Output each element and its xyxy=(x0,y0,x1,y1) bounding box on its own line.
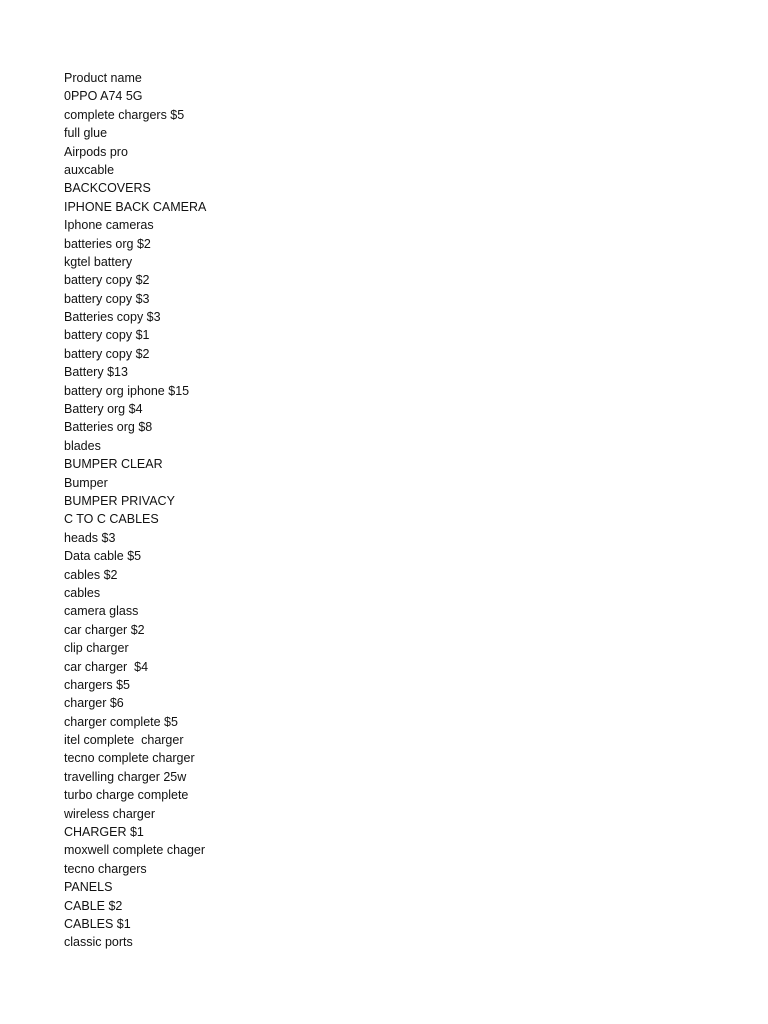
product-item: CABLE $2 xyxy=(64,898,123,913)
product-item: chargers $5 xyxy=(64,677,131,692)
product-item: BUMPER CLEAR xyxy=(64,457,163,472)
product-item: IPHONE BACK CAMERA xyxy=(64,199,207,214)
product-item: turbo charge complete xyxy=(64,788,189,803)
product-item: car charger $4 xyxy=(64,659,149,674)
product-item: moxwell complete chager xyxy=(64,843,206,858)
product-item: battery copy $2 xyxy=(64,346,150,361)
product-item: camera glass xyxy=(64,604,139,619)
product-item: Iphone cameras xyxy=(64,218,154,233)
product-item: car charger $2 xyxy=(64,622,145,637)
product-item: cables $2 xyxy=(64,567,118,582)
product-item: battery copy $3 xyxy=(64,291,150,306)
product-item: tecno complete charger xyxy=(64,751,195,766)
product-item: auxcable xyxy=(64,162,115,177)
product-item: travelling charger 25w xyxy=(64,769,187,784)
product-item: 0PPO A74 5G xyxy=(64,89,143,104)
product-item: Bumper xyxy=(64,475,108,490)
product-item: itel complete charger xyxy=(64,733,184,748)
product-item: Airpods pro xyxy=(64,144,128,159)
product-list-header: Product name xyxy=(64,71,142,85)
product-item: CHARGER $1 xyxy=(64,825,144,840)
product-item: Batteries org $8 xyxy=(64,420,153,435)
product-item: kgtel battery xyxy=(64,254,133,269)
product-item: heads $3 xyxy=(64,530,116,545)
product-item: Battery org $4 xyxy=(64,402,143,417)
product-item: batteries org $2 xyxy=(64,236,151,251)
product-item: Data cable $5 xyxy=(64,549,142,564)
product-item: battery copy $1 xyxy=(64,328,150,343)
product-item: CABLES $1 xyxy=(64,916,131,931)
product-item: battery org iphone $15 xyxy=(64,383,190,398)
product-item: wireless charger xyxy=(64,806,156,821)
product-item: C TO C CABLES xyxy=(64,512,159,527)
product-list xyxy=(64,69,206,952)
product-item: battery copy $2 xyxy=(64,273,150,288)
product-item: Battery $13 xyxy=(64,365,128,380)
product-item: blades xyxy=(64,438,101,453)
product-item: charger $6 xyxy=(64,696,124,711)
product-item: classic ports xyxy=(64,935,133,950)
product-item: BACKCOVERS xyxy=(64,181,151,196)
product-item: cables xyxy=(64,585,101,600)
product-item: BUMPER PRIVACY xyxy=(64,493,175,508)
product-item: Batteries copy $3 xyxy=(64,310,161,325)
product-item: tecno chargers xyxy=(64,861,147,876)
product-item: full glue xyxy=(64,126,108,141)
product-item: charger complete $5 xyxy=(64,714,178,729)
product-item: clip charger xyxy=(64,641,129,656)
product-item: complete chargers $5 xyxy=(64,107,185,122)
product-item: PANELS xyxy=(64,880,113,895)
